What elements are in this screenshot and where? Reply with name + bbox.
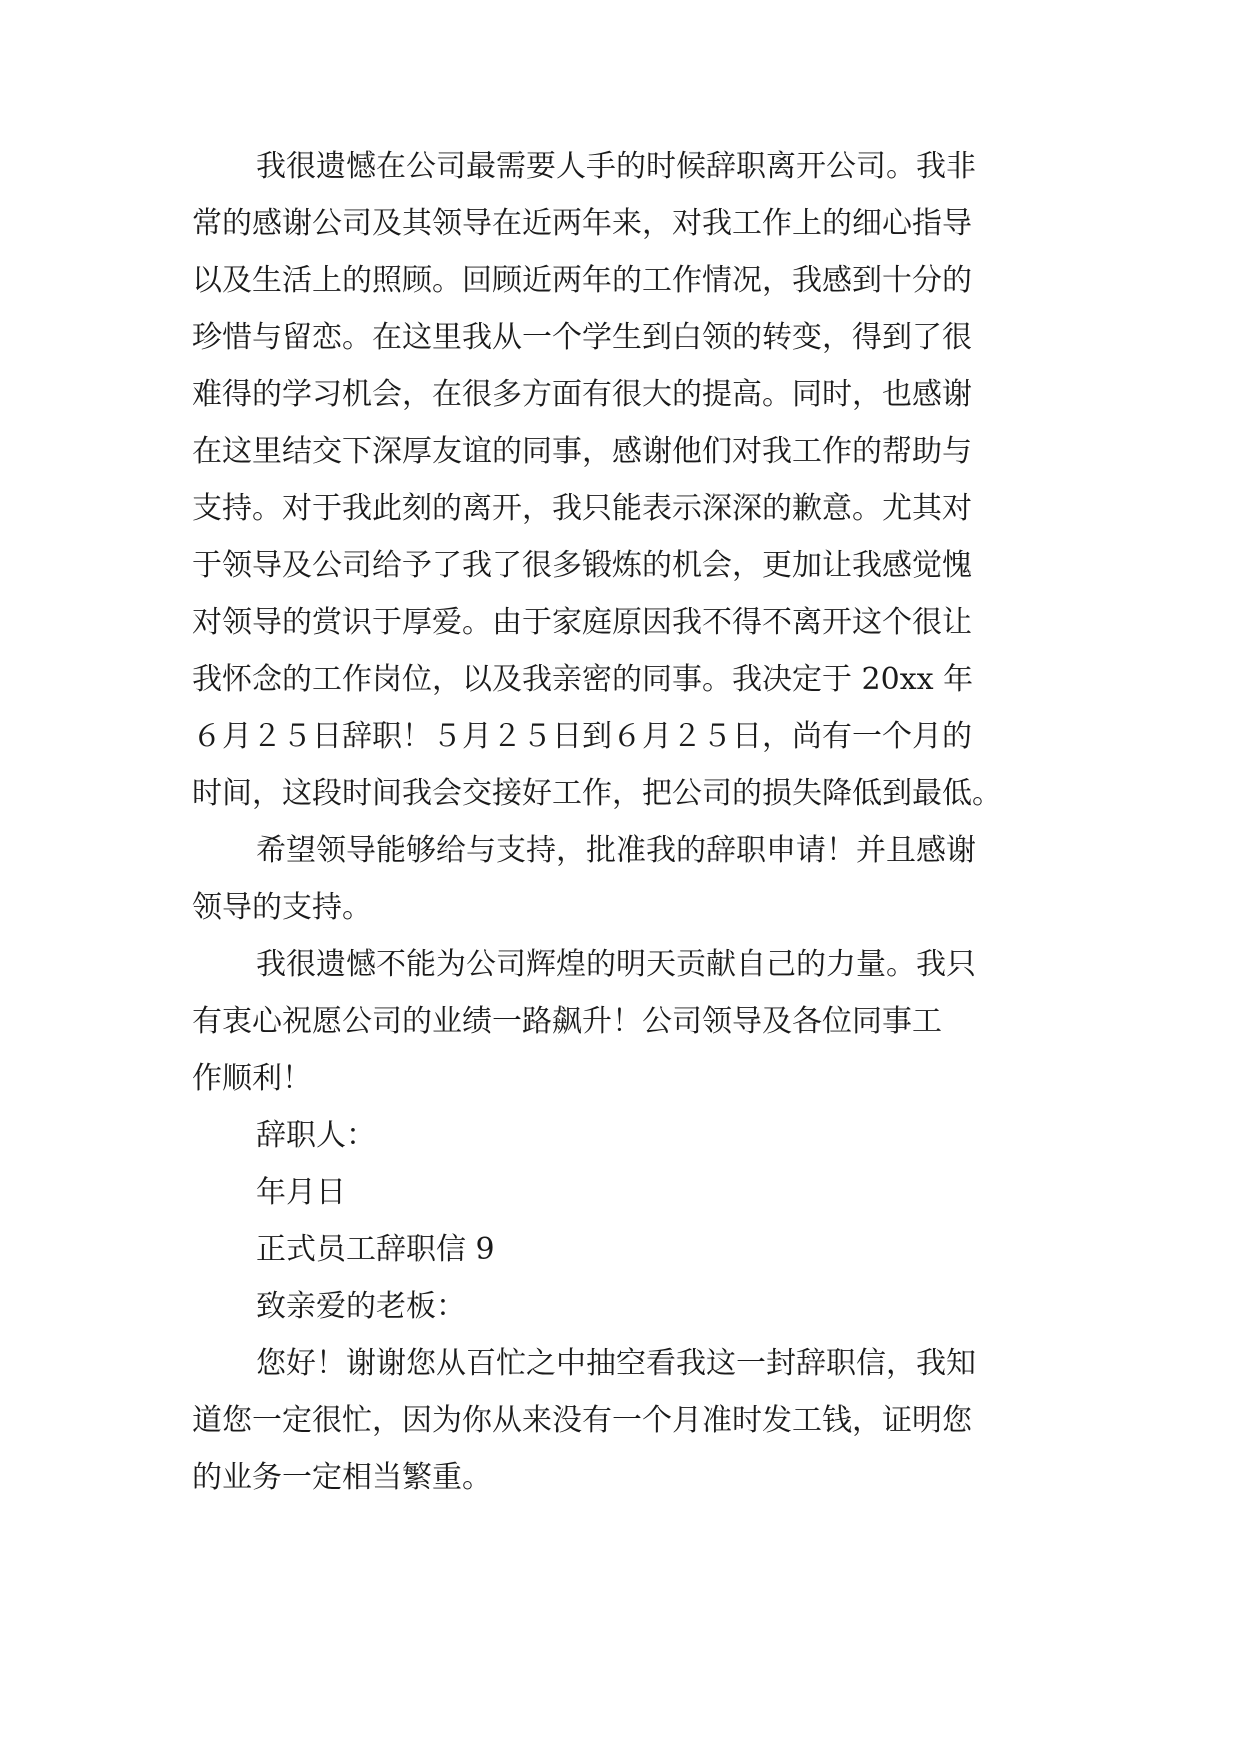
paragraph-3-line-3: 作顺利！: [192, 1061, 312, 1096]
section-title: 正式员工辞职信 9: [256, 1232, 495, 1267]
paragraph-8-line-1: 您好！谢谢您从百忙之中抽空看我这一封辞职信，我知: [256, 1346, 976, 1381]
paragraph-8-line-3: 的业务一定相当繁重。: [192, 1460, 492, 1495]
paragraph-1-line-12: 时间，这段时间我会交接好工作，把公司的损失降低到最低。: [192, 776, 1002, 811]
paragraph-2-line-1: 希望领导能够给与支持，批准我的辞职申请！并且感谢: [256, 833, 976, 868]
paragraph-3-line-1: 我很遗憾不能为公司辉煌的明天贡献自己的力量。我只: [256, 947, 976, 982]
date-line: 年月日: [256, 1175, 346, 1210]
salutation: 致亲爱的老板：: [256, 1289, 466, 1324]
paragraph-1-line-9: 对领导的赏识于厚爱。由于家庭原因我不得不离开这个很让: [192, 605, 972, 640]
paragraph-1-line-1: 我很遗憾在公司最需要人手的时候辞职离开公司。我非: [256, 149, 976, 184]
paragraph-3-line-2: 有衷心祝愿公司的业绩一路飙升！公司领导及各位同事工: [192, 1004, 942, 1039]
paragraph-1-line-3: 以及生活上的照顾。回顾近两年的工作情况，我感到十分的: [192, 263, 972, 298]
paragraph-1-line-11: ６月２５日辞职！５月２５日到６月２５日，尚有一个月的: [192, 719, 972, 754]
paragraph-1-line-7: 支持。对于我此刻的离开，我只能表示深深的歉意。尤其对: [192, 491, 972, 526]
paragraph-1-line-8: 于领导及公司给予了我了很多锻炼的机会，更加让我感觉愧: [192, 548, 972, 583]
paragraph-8-line-2: 道您一定很忙，因为你从来没有一个月准时发工钱，证明您: [192, 1403, 972, 1438]
paragraph-1-line-2: 常的感谢公司及其领导在近两年来，对我工作上的细心指导: [192, 206, 972, 241]
paragraph-1-line-6: 在这里结交下深厚友谊的同事，感谢他们对我工作的帮助与: [192, 434, 972, 469]
paragraph-1-line-10: 我怀念的工作岗位，以及我亲密的同事。我决定于 20xx 年: [192, 662, 974, 697]
resigner-label: 辞职人：: [256, 1118, 376, 1153]
paragraph-2-line-2: 领导的支持。: [192, 890, 372, 925]
paragraph-1-line-4: 珍惜与留恋。在这里我从一个学生到白领的转变，得到了很: [192, 320, 972, 355]
paragraph-1-line-5: 难得的学习机会，在很多方面有很大的提高。同时，也感谢: [192, 377, 972, 412]
